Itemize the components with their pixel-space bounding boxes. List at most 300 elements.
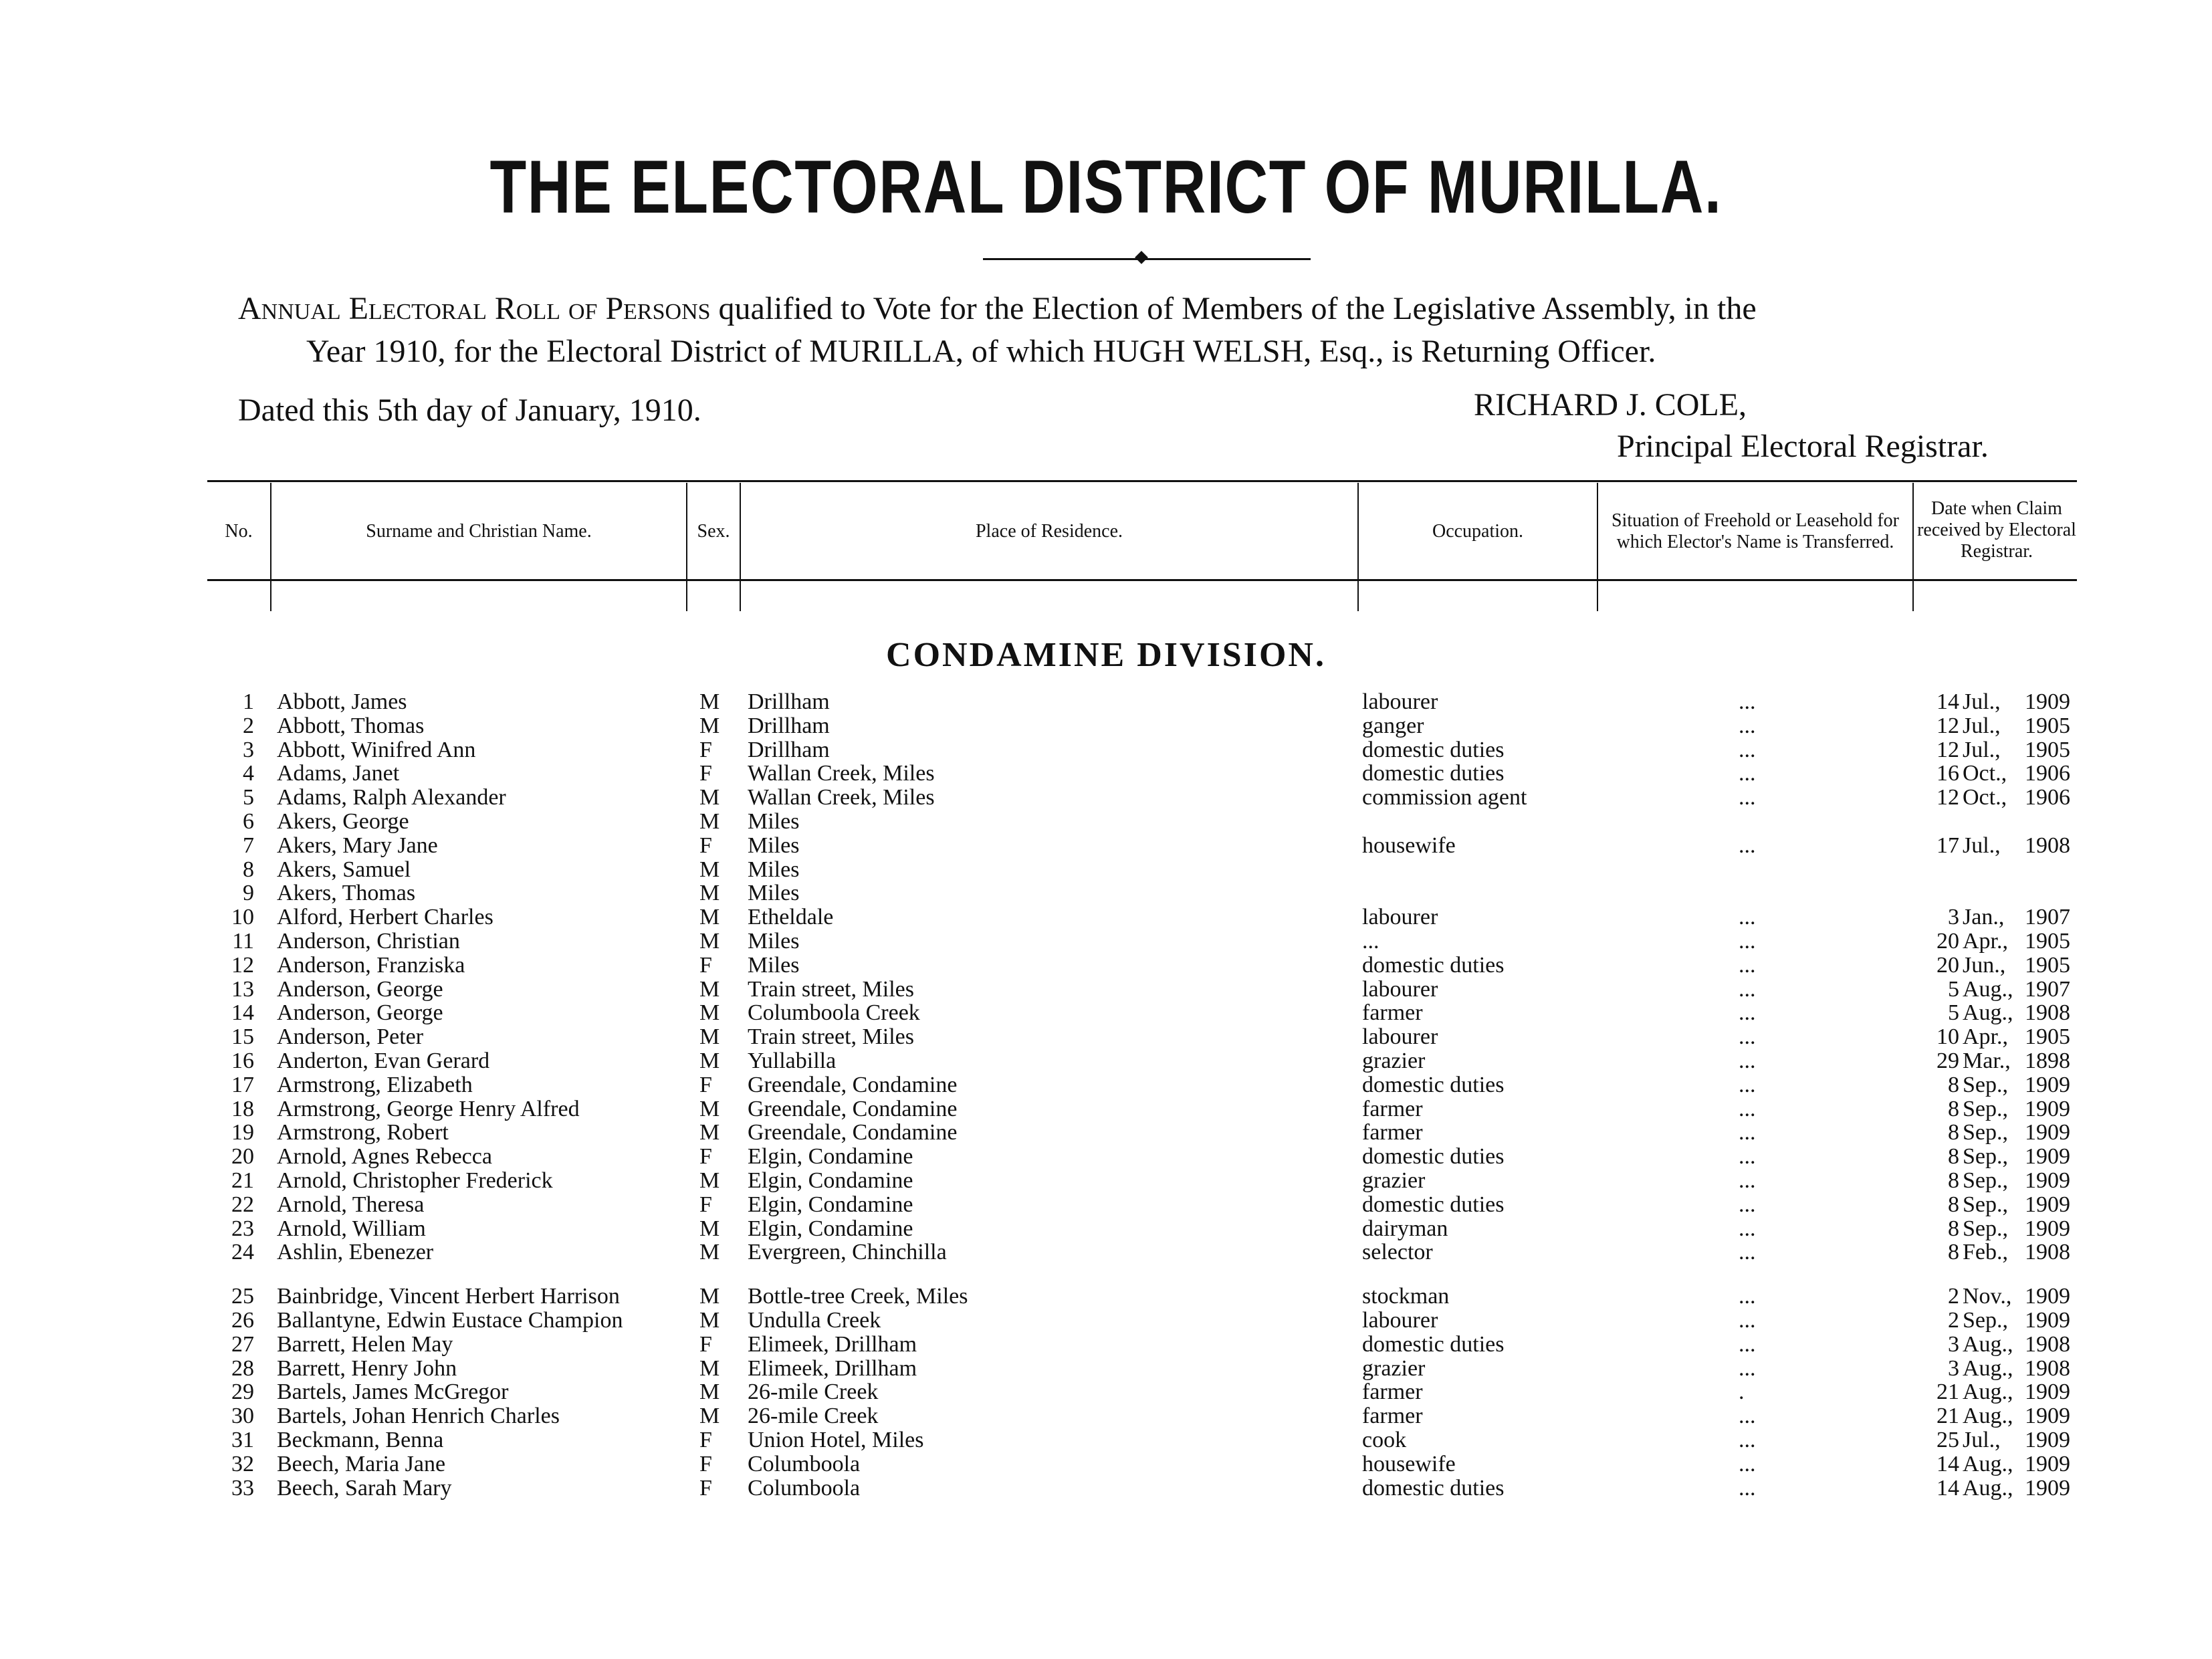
claim-date-day: 8	[1948, 1144, 1959, 1170]
elector-row	[0, 834, 2212, 858]
claim-date-year: 1909	[2025, 1404, 2070, 1429]
claim-date-day: 8	[1948, 1168, 1959, 1193]
elector-situation: ...	[1739, 1451, 1756, 1476]
elector-residence: Elgin, Condamine	[748, 1192, 913, 1217]
claim-date-month: Jul.,	[1963, 713, 2001, 738]
elector-row	[0, 1404, 2212, 1428]
elector-sex: F	[699, 833, 712, 858]
claim-date-month: Mar.,	[1963, 1048, 2011, 1073]
claim-date-day: 8	[1948, 1192, 1959, 1217]
elector-occupation: grazier	[1362, 1048, 1426, 1073]
elector-row	[0, 1309, 2212, 1333]
elector-number: 6	[243, 809, 254, 834]
elector-row	[0, 954, 2212, 978]
elector-sex: M	[699, 1240, 720, 1265]
claim-date-day: 10	[1937, 1024, 1959, 1050]
elector-occupation: domestic duties	[1362, 737, 1505, 762]
elector-situation: ...	[1739, 713, 1756, 738]
elector-sex: M	[699, 976, 720, 1002]
elector-residence: Undulla Creek	[748, 1308, 881, 1333]
elector-number: 21	[231, 1168, 254, 1193]
elector-name: Abbott, Thomas	[277, 713, 425, 738]
claim-date-year: 1907	[2025, 905, 2070, 930]
claim-date-year: 1909	[2025, 1096, 2070, 1121]
elector-name: Beech, Sarah Mary	[277, 1475, 452, 1501]
elector-sex: F	[699, 1428, 712, 1452]
elector-row	[0, 714, 2212, 738]
claim-date-year: 1908	[2025, 1240, 2070, 1265]
claim-date-month: Jul.,	[1963, 689, 2001, 714]
elector-number: 16	[231, 1048, 254, 1073]
elector-number: 15	[231, 1024, 254, 1050]
elector-occupation: grazier	[1362, 1168, 1426, 1193]
elector-row	[0, 905, 2212, 929]
claim-date-year: 1909	[2025, 689, 2070, 714]
claim-date-year: 1905	[2025, 952, 2070, 978]
elector-row	[0, 762, 2212, 786]
elector-name: Anderson, George	[277, 1000, 443, 1026]
elector-occupation: labourer	[1362, 689, 1438, 714]
elector-occupation: labourer	[1362, 905, 1438, 930]
claim-date-day: 16	[1937, 761, 1959, 786]
claim-date-year: 1905	[2025, 713, 2070, 738]
elector-residence: 26-mile Creek	[748, 1404, 879, 1429]
elector-residence: Bottle-tree Creek, Miles	[748, 1284, 968, 1309]
claim-date-day: 8	[1948, 1096, 1959, 1121]
claim-date-day: 14	[1937, 1475, 1959, 1501]
elector-sex: M	[699, 1096, 720, 1121]
header-divider-5	[1597, 483, 1598, 611]
claim-date-year: 1909	[2025, 1072, 2070, 1097]
elector-row	[0, 1169, 2212, 1193]
elector-number: 24	[231, 1240, 254, 1265]
elector-sex: M	[699, 713, 720, 738]
claim-date-day: 14	[1937, 689, 1959, 714]
claim-date-month: Aug.,	[1963, 1355, 2013, 1381]
elector-residence: Etheldale	[748, 905, 834, 930]
claim-date-month: Jun.,	[1963, 952, 2006, 978]
elector-sex: M	[699, 857, 720, 882]
elector-row	[0, 1452, 2212, 1476]
claim-date-day: 17	[1937, 833, 1959, 858]
elector-sex: M	[699, 1355, 720, 1381]
elector-occupation: labourer	[1362, 976, 1438, 1002]
claim-date-year: 1906	[2025, 785, 2070, 810]
elector-name: Abbott, James	[277, 689, 407, 714]
elector-sex: F	[699, 1475, 712, 1501]
elector-situation: ...	[1739, 1284, 1756, 1309]
elector-sex: M	[699, 1000, 720, 1026]
elector-occupation: domestic duties	[1362, 761, 1505, 786]
elector-occupation: dairyman	[1362, 1216, 1448, 1241]
elector-name: Anderton, Evan Gerard	[277, 1048, 490, 1073]
elector-row	[0, 810, 2212, 834]
elector-situation: ...	[1739, 1475, 1756, 1501]
header-top-rule	[207, 480, 2077, 482]
elector-sex: M	[699, 1120, 720, 1145]
intro-line-1-rest: qualified to Vote for the Election of Members of the Legislative Assembly, in the	[710, 291, 1757, 326]
claim-date-day: 29	[1937, 1048, 1959, 1073]
elector-number: 7	[243, 833, 254, 858]
elector-occupation: domestic duties	[1362, 1072, 1505, 1097]
claim-date-day: 3	[1948, 1331, 1959, 1357]
registrar-title: Principal Electoral Registrar.	[1617, 429, 1989, 464]
elector-occupation: domestic duties	[1362, 1475, 1505, 1501]
elector-name: Beech, Maria Jane	[277, 1451, 446, 1476]
elector-number: 10	[231, 905, 254, 930]
elector-residence: Miles	[748, 881, 800, 906]
elector-occupation: farmer	[1362, 1379, 1423, 1405]
claim-date-year: 1909	[2025, 1120, 2070, 1145]
claim-date-year: 1909	[2025, 1216, 2070, 1241]
elector-row	[0, 1476, 2212, 1501]
claim-date-day: 8	[1948, 1120, 1959, 1145]
claim-date-month: Aug.,	[1963, 1331, 2013, 1357]
elector-number: 27	[231, 1331, 254, 1357]
elector-situation: ...	[1739, 1072, 1756, 1097]
elector-row	[0, 1145, 2212, 1169]
elector-sex: F	[699, 1192, 712, 1217]
elector-name: Armstrong, Elizabeth	[277, 1072, 473, 1097]
elector-number: 5	[243, 785, 254, 810]
elector-situation: ...	[1739, 1240, 1756, 1265]
claim-date-month: Aug.,	[1963, 976, 2013, 1002]
elector-residence: Train street, Miles	[748, 976, 915, 1002]
claim-date-year: 1909	[2025, 1428, 2070, 1452]
elector-residence: Evergreen, Chinchilla	[748, 1240, 947, 1265]
elector-row	[0, 858, 2212, 882]
claim-date-day: 3	[1948, 905, 1959, 930]
header-name: Surname and Christian Name.	[366, 521, 592, 542]
elector-sex: F	[699, 1451, 712, 1476]
elector-sex: M	[699, 1379, 720, 1405]
claim-date-month: Sep.,	[1963, 1096, 2008, 1121]
claim-date-day: 20	[1937, 952, 1959, 978]
elector-number: 11	[232, 929, 254, 954]
elector-name: Armstrong, Robert	[277, 1120, 449, 1145]
elector-residence: Wallan Creek, Miles	[748, 761, 935, 786]
elector-name: Alford, Herbert Charles	[277, 905, 493, 930]
elector-name: Barrett, Helen May	[277, 1331, 453, 1357]
elector-name: Bartels, James McGregor	[277, 1379, 509, 1405]
elector-row	[0, 1097, 2212, 1121]
elector-name: Arnold, Christopher Frederick	[277, 1168, 553, 1193]
elector-residence: Columboola	[748, 1451, 861, 1476]
elector-residence: Miles	[748, 833, 800, 858]
elector-number: 30	[231, 1404, 254, 1429]
title-ornament-divider	[983, 257, 1311, 261]
elector-name: Akers, Samuel	[277, 857, 411, 882]
elector-row	[0, 881, 2212, 905]
elector-number: 13	[231, 976, 254, 1002]
elector-name: Adams, Janet	[277, 761, 400, 786]
elector-residence: Greendale, Condamine	[748, 1072, 958, 1097]
elector-sex: M	[699, 1048, 720, 1073]
elector-row	[0, 929, 2212, 954]
elector-occupation: grazier	[1362, 1355, 1426, 1381]
elector-occupation: domestic duties	[1362, 1192, 1505, 1217]
elector-situation: ...	[1739, 1404, 1756, 1429]
claim-date-day: 21	[1937, 1379, 1959, 1405]
elector-sex: F	[699, 737, 712, 762]
claim-date-day: 5	[1948, 976, 1959, 1002]
elector-name: Akers, Mary Jane	[277, 833, 438, 858]
elector-residence: Elgin, Condamine	[748, 1216, 913, 1241]
elector-occupation: ganger	[1362, 713, 1424, 738]
elector-situation: ...	[1739, 1216, 1756, 1241]
claim-date-day: 8	[1948, 1072, 1959, 1097]
header-no: No.	[225, 521, 253, 542]
elector-sex: M	[699, 1024, 720, 1050]
elector-occupation: farmer	[1362, 1096, 1423, 1121]
elector-number: 32	[231, 1451, 254, 1476]
intro-smallcaps-text: Annual Electoral Roll of Persons	[238, 291, 711, 326]
claim-date-year: 1909	[2025, 1308, 2070, 1333]
claim-date-month: Sep.,	[1963, 1072, 2008, 1097]
elector-residence: Elgin, Condamine	[748, 1168, 913, 1193]
elector-occupation: labourer	[1362, 1308, 1438, 1333]
elector-residence: Columboola	[748, 1475, 861, 1501]
elector-sex: M	[699, 1308, 720, 1333]
claim-date-year: 1909	[2025, 1475, 2070, 1501]
elector-situation: ...	[1739, 1144, 1756, 1170]
elector-number: 9	[243, 881, 254, 906]
claim-date-year: 1908	[2025, 1355, 2070, 1381]
claim-date-month: Apr.,	[1963, 929, 2008, 954]
claim-date-month: Jul.,	[1963, 1428, 2001, 1452]
elector-residence: Miles	[748, 809, 800, 834]
claim-date-month: Aug.,	[1963, 1451, 2013, 1476]
claim-date-month: Feb.,	[1963, 1240, 2008, 1265]
elector-name: Arnold, Theresa	[277, 1192, 425, 1217]
claim-date-month: Aug.,	[1963, 1475, 2013, 1501]
claim-date-day: 20	[1937, 929, 1959, 954]
elector-occupation: labourer	[1362, 1024, 1438, 1050]
elector-row	[0, 1073, 2212, 1097]
elector-situation: ...	[1739, 1355, 1756, 1381]
claim-date-day: 3	[1948, 1355, 1959, 1381]
elector-residence: Drillham	[748, 689, 830, 714]
elector-number: 31	[231, 1428, 254, 1452]
claim-date-day: 12	[1937, 785, 1959, 810]
elector-number: 22	[231, 1192, 254, 1217]
header-date-received: Date when Claim received by Electoral Registrar.	[1917, 498, 2076, 562]
elector-row	[0, 1049, 2212, 1073]
elector-occupation: cook	[1362, 1428, 1407, 1452]
elector-residence: Greendale, Condamine	[748, 1096, 958, 1121]
elector-name: Armstrong, George Henry Alfred	[277, 1096, 580, 1121]
claim-date-day: 5	[1948, 1000, 1959, 1026]
elector-sex: M	[699, 881, 720, 906]
page-title: THE ELECTORAL DISTRICT OF MURILLA.	[489, 145, 1723, 229]
elector-name: Anderson, George	[277, 976, 443, 1002]
elector-residence: Greendale, Condamine	[748, 1120, 958, 1145]
claim-date-month: Sep.,	[1963, 1120, 2008, 1145]
elector-row	[0, 690, 2212, 714]
elector-residence: Drillham	[748, 737, 830, 762]
claim-date-month: Aug.,	[1963, 1379, 2013, 1405]
elector-name: Abbott, Winifred Ann	[277, 737, 476, 762]
elector-number: 8	[243, 857, 254, 882]
elector-situation: ...	[1739, 1331, 1756, 1357]
claim-date-year: 1909	[2025, 1144, 2070, 1170]
elector-name: Ballantyne, Edwin Eustace Champion	[277, 1308, 623, 1333]
elector-name: Anderson, Franziska	[277, 952, 465, 978]
claim-date-day: 8	[1948, 1216, 1959, 1241]
elector-row	[0, 1121, 2212, 1145]
elector-row	[0, 1357, 2212, 1381]
elector-row	[0, 1333, 2212, 1357]
elector-residence: Miles	[748, 929, 800, 954]
elector-name: Bainbridge, Vincent Herbert Harrison	[277, 1284, 620, 1309]
claim-date-month: Jan.,	[1963, 905, 2005, 930]
registrar-name: RICHARD J. COLE,	[1474, 387, 1747, 423]
elector-occupation: ...	[1362, 929, 1379, 954]
elector-residence: Drillham	[748, 713, 830, 738]
elector-situation: .	[1739, 1379, 1745, 1405]
elector-number: 18	[231, 1096, 254, 1121]
claim-date-month: Sep.,	[1963, 1308, 2008, 1333]
elector-occupation: farmer	[1362, 1404, 1423, 1429]
elector-situation: ...	[1739, 1120, 1756, 1145]
elector-sex: F	[699, 1331, 712, 1357]
claim-date-day: 8	[1948, 1240, 1959, 1265]
elector-sex: F	[699, 952, 712, 978]
intro-line-1	[238, 288, 1757, 330]
claim-date-month: Sep.,	[1963, 1144, 2008, 1170]
claim-date-month: Sep.,	[1963, 1192, 2008, 1217]
elector-situation: ...	[1739, 689, 1756, 714]
claim-date-year: 1909	[2025, 1192, 2070, 1217]
elector-row	[0, 1217, 2212, 1241]
elector-sex: M	[699, 1168, 720, 1193]
elector-residence: Yullabilla	[748, 1048, 837, 1073]
claim-date-month: Apr.,	[1963, 1024, 2008, 1050]
claim-date-year: 1905	[2025, 737, 2070, 762]
claim-date-year: 1908	[2025, 1000, 2070, 1026]
elector-number: 4	[243, 761, 254, 786]
elector-occupation: commission agent	[1362, 785, 1527, 810]
elector-name: Akers, George	[277, 809, 409, 834]
elector-number: 19	[231, 1120, 254, 1145]
elector-situation: ...	[1739, 929, 1756, 954]
elector-row	[0, 1380, 2212, 1404]
elector-situation: ...	[1739, 1096, 1756, 1121]
claim-date-year: 1909	[2025, 1284, 2070, 1309]
elector-row	[0, 1285, 2212, 1309]
claim-date-month: Jul.,	[1963, 737, 2001, 762]
claim-date-day: 14	[1937, 1451, 1959, 1476]
elector-number: 14	[231, 1000, 254, 1026]
header-residence: Place of Residence.	[975, 521, 1123, 542]
elector-name: Anderson, Peter	[277, 1024, 424, 1050]
claim-date-month: Oct.,	[1963, 785, 2007, 810]
claim-date-month: Aug.,	[1963, 1000, 2013, 1026]
elector-occupation: housewife	[1362, 1451, 1456, 1476]
elector-name: Arnold, William	[277, 1216, 426, 1241]
elector-situation: ...	[1739, 905, 1756, 930]
claim-date-month: Jul.,	[1963, 833, 2001, 858]
elector-residence: Elgin, Condamine	[748, 1144, 913, 1170]
elector-row	[0, 1240, 2212, 1264]
header-situation: Situation of Freehold or Leasehold for which Elector's Name is Transferred.	[1611, 510, 1899, 552]
elector-row	[0, 978, 2212, 1002]
elector-situation: ...	[1739, 761, 1756, 786]
claim-date-year: 1909	[2025, 1379, 2070, 1405]
header-bottom-rule	[207, 579, 2077, 581]
elector-situation: ...	[1739, 1192, 1756, 1217]
elector-number: 28	[231, 1355, 254, 1381]
claim-date-year: 1898	[2025, 1048, 2070, 1073]
elector-sex: M	[699, 809, 720, 834]
claim-date-month: Nov.,	[1963, 1284, 2012, 1309]
dated-line: Dated this 5th day of January, 1910.	[238, 393, 701, 428]
header-sex: Sex.	[697, 521, 730, 542]
elector-occupation: domestic duties	[1362, 1331, 1505, 1357]
elector-name: Bartels, Johan Henrich Charles	[277, 1404, 560, 1429]
elector-number: 26	[231, 1308, 254, 1333]
elector-situation: ...	[1739, 976, 1756, 1002]
elector-row	[0, 1025, 2212, 1049]
intro-line-2: Year 1910, for the Electoral District of MURILLA, of which HUGH WELSH, Esq., is Returning Officer.	[306, 334, 1656, 369]
elector-residence: Wallan Creek, Miles	[748, 785, 935, 810]
claim-date-year: 1908	[2025, 1331, 2070, 1357]
elector-residence: Miles	[748, 952, 800, 978]
elector-occupation: domestic duties	[1362, 1144, 1505, 1170]
header-occupation: Occupation.	[1432, 521, 1524, 542]
elector-situation: ...	[1739, 737, 1756, 762]
claim-date-month: Sep.,	[1963, 1168, 2008, 1193]
claim-date-day: 21	[1937, 1404, 1959, 1429]
elector-residence: Columboola Creek	[748, 1000, 920, 1026]
elector-name: Akers, Thomas	[277, 881, 416, 906]
elector-sex: F	[699, 761, 712, 786]
elector-situation: ...	[1739, 1024, 1756, 1050]
elector-row	[0, 1001, 2212, 1025]
elector-number: 25	[231, 1284, 254, 1309]
elector-occupation: selector	[1362, 1240, 1433, 1265]
elector-number: 2	[243, 713, 254, 738]
elector-occupation: housewife	[1362, 833, 1456, 858]
elector-row	[0, 1428, 2212, 1452]
elector-number: 3	[243, 737, 254, 762]
elector-occupation: domestic duties	[1362, 952, 1505, 978]
elector-situation: ...	[1739, 1168, 1756, 1193]
claim-date-month: Aug.,	[1963, 1404, 2013, 1429]
elector-occupation: farmer	[1362, 1120, 1423, 1145]
claim-date-year: 1908	[2025, 833, 2070, 858]
elector-name: Adams, Ralph Alexander	[277, 785, 506, 810]
elector-situation: ...	[1739, 1048, 1756, 1073]
elector-situation: ...	[1739, 1308, 1756, 1333]
elector-name: Barrett, Henry John	[277, 1355, 457, 1381]
elector-residence: Elimeek, Drillham	[748, 1331, 917, 1357]
claim-date-year: 1905	[2025, 929, 2070, 954]
elector-sex: M	[699, 1216, 720, 1241]
elector-row	[0, 786, 2212, 810]
elector-number: 1	[243, 689, 254, 714]
elector-number: 20	[231, 1144, 254, 1170]
elector-sex: M	[699, 689, 720, 714]
elector-sex: F	[699, 1072, 712, 1097]
elector-residence: Train street, Miles	[748, 1024, 915, 1050]
elector-number: 12	[231, 952, 254, 978]
elector-name: Anderson, Christian	[277, 929, 460, 954]
elector-occupation: stockman	[1362, 1284, 1450, 1309]
claim-date-day: 12	[1937, 737, 1959, 762]
elector-residence: Miles	[748, 857, 800, 882]
elector-name: Arnold, Agnes Rebecca	[277, 1144, 492, 1170]
